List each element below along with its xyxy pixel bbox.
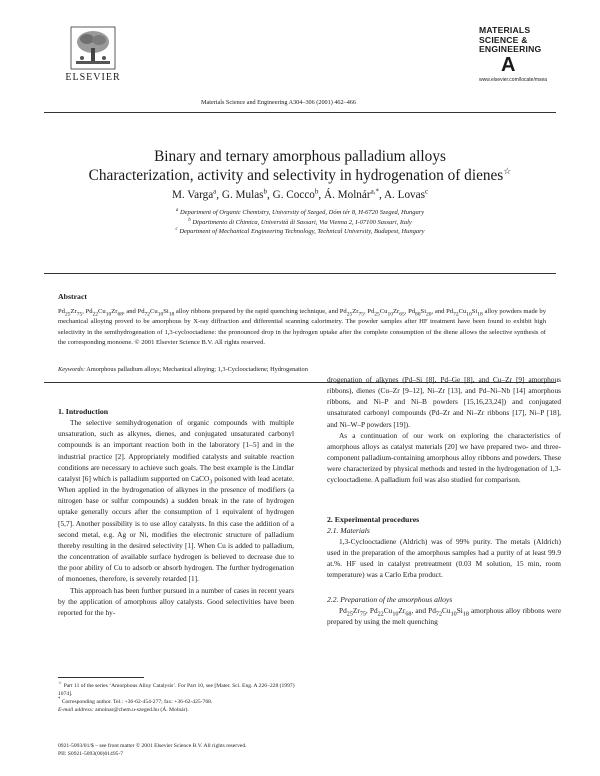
author-list [0,189,600,201]
spacer [327,581,561,594]
header-rule [44,112,556,113]
author-affil-mark: b [314,187,319,196]
pii-line: PII: S0921-5093(00)01495-7 [58,751,124,757]
journal-logo [479,26,561,83]
paragraph: As a continuation of our work on exploring the characteristics of amorphous alloys as catalyst materials [20] we have prepared two- and three-component palladium-containing amorphous alloy ribbons and powders. These were characterized by physical methods and tested in the hydrogenation of 1,3-cyclooctadiene. A palladium foil was also studied for comparison. [327,430,561,485]
title-footnote-mark: ☆ [503,165,512,176]
elsevier-logo [58,26,128,83]
author-name: G. Mulas [221,189,264,201]
paragraph: $Pd_{25}Zr_{75}$, $Pd_{22}Cu_{10}Zr_{68}$, and $Pd_{72}Cu_{10}Si_{18}$ amorphous alloy ribbons were prepared by using the melt quenching [327,605,561,626]
spacer [327,486,561,514]
paragraph: 1,3-Cyclooctadiene (Aldrich) was of 99% purity. The metals (Aldrich) used in the preparation of the amorphous samples had a purity of at least 99.9 at.%. HF used in catalyst pretreatment (0.03 M solution, 15 min, room temperature) was a Carlo Erba product. [327,536,561,580]
footnote-rule [58,677,144,678]
keywords-text: Amorphous palladium alloys; Mechanical alloying; 1,3-Cyclooctadiene; Hydrogenation [86,366,308,373]
author-name: Á. Molnár [323,189,371,201]
right-column [327,374,561,627]
abstract-text: $Pd_{25}Zr_{75}$, $Pd_{22}Cu_{10}Zr_{68}$, and $Pd_{72}Cu_{10}Si_{18}$ alloy ribbons prepared by the rapid quenching technique, and $Pd_{25}Zr_{75}$, $Pd_{25}Cu_{10}Zr_{65}$, $Pd_{80}Si_{20}$, and $Pd_{72}Cu_{10}Si_{18}$ alloy powders made by mechanical alloying proved to be amorphous by X-ray diffraction and differential scanning calorimetry. The powder samples after HF treatment have been found to exhibit high selectivity in the semihydrogenation of 1,3-cyclooctadiene: the pronounced drop in the hydrogen uptake after the complete consumption of the diene allows the selective synthesis of the corresponding monoene. © 2001 Elsevier Science B.V. All rights reserved. [58,308,547,346]
article-title-line-2 [0,166,600,185]
footnote-series: ☆ Part 11 of the series ‘Amorphous Alloy Catalysis’. For Part 10, see [Mater. Sci. Eng. A 226–228 (1997) 1074]. [58,681,295,697]
section-heading-introduction: 1. Introduction [58,407,109,416]
author-separator: , [378,189,384,201]
affiliation [0,227,600,237]
journal-logo-line: ENGINEERING [479,44,542,54]
publisher-name: ELSEVIER [65,72,121,83]
author [324,189,384,201]
paragraph: drogenation of alkynes (Pd–Si [8], Pd–Ge [8], and Cu–Zr [9] amorphous ribbons), dienes (Cu–Zr [9–12], Ni–Zr [13], and Pd–Ni–Nb [14] amorphous ribbons, and Ni–P and Ni–B powders [15,16,23,24]) and conjugated unsaturated carbonyl compounds (Pd–Zr and Ni–Zr ribbons [17], Ni–P [18], and Ni–W–P powders [19]). [327,375,561,429]
author-affil-mark: a,* [370,187,379,196]
author-separator: , [318,189,324,201]
affiliation [0,208,600,218]
journal-reference: Materials Science and Engineering A304–306 (2001) 462–466 [201,99,356,106]
keywords [58,366,546,373]
paragraph: This approach has been further pursued in a number of cases in recent years by the application of amorphous alloy catalysts. Good selectivities have been reported for the hy- [58,585,294,617]
author [384,189,428,201]
elsevier-tree-icon [70,26,116,70]
affiliation-mark: a [175,207,179,213]
author-affil-mark: c [424,187,429,196]
author [172,189,222,201]
affiliation-text: Department of Organic Chemistry, University of Szeged, Dóm tér 8, H-6720 Szeged, Hungary [179,209,425,216]
author-affil-mark: a [213,187,217,196]
page-footer [58,742,247,758]
author-separator: , [216,189,222,201]
subsection-heading-preparation: 2.2. Preparation of the amorphous alloys [327,594,453,604]
section-heading-experimental: 2. Experimental procedures [327,514,420,524]
affiliation-mark: c [175,226,178,232]
affiliation-list [0,208,600,237]
keywords-label: Keywords: [58,366,86,373]
affiliation-mark: b [188,217,191,223]
journal-logo-line: SCIENCE & [479,34,528,45]
copyright-line: 0921-5093/01/$ – see front matter © 2001 Elsevier Science B.V. All rights reserved. [58,743,247,749]
affiliation-text: Department of Mechanical Engineering Technology, Technical University, Budapest, Hungary [179,228,425,235]
author [273,189,324,201]
author-name: A. Lovas [383,189,425,201]
article-title-line-1: Binary and ternary amorphous palladium alloys [154,148,446,165]
left-column [58,406,294,618]
abstract-heading: Abstract [58,292,88,301]
paragraph: The selective semihydrogenation of organic compounds with multiple unsaturation, such as alkynes, dienes, and conjugated unsaturated carbonyl compounds is an important reaction both in the laboratory [1–5] and in the industrial practice [2]. Appropriately modified catalysts and suitable reaction conditions are necessary to achieve such goals. The best example is the Lindlar catalyst [6] which is palladium supported on CaCO$_3$ poisoned with lead acetate. When applied in the hydrogenation of alkynes in the presence of modifiers (a nitrogen base or sulfur compounds) a sudden break in the rate of hydrogen uptake generally occurs after the consumption of 1 equivalent of hydrogen [5,7]. Another possibility is to use alloy catalysts. In this case the addition of a second metal, e.g. Ag or Ni, modifies the electronic structure of palladium thereby resulting in the desired selectivity [1]. When Cu is added to palladium, the concentration of available surface hydrogen is believed to decrease due to the poor ability of Cu to adsorb or absorb hydrogen. The further hydrogenation of monoenes, therefore, is severely retarded [1]. [58,418,294,584]
footnote-email: E-mail address: amolnar@chem.u-szeged.hu (Á. Molnár). [58,707,189,713]
author-name: G. Cocco [272,189,315,201]
subsection-heading-materials: 2.1. Materials [327,525,370,535]
journal-logo-line: MATERIALS [479,25,531,35]
author-affil-mark: b [263,187,268,196]
author [222,189,273,201]
footnotes [58,682,298,714]
article-title-text: Characterization, activity and selectivity in hydrogenation of dienes [88,167,504,184]
footnote-corresponding-author: * Corresponding author. Tel.: +36-62-454-277; fax: +36-62-425-768. [58,697,213,705]
affiliation [0,218,600,228]
abstract-top-rule [44,273,556,274]
journal-url: www.elsevier.com/locate/msea [479,76,548,83]
journal-logo-letter: A [501,53,516,76]
author-name: M. Varga [171,189,214,201]
author-separator: , [267,189,273,201]
affiliation-text: Dipartimento di Chimica, Università di Sassari, Via Vienna 2, I-07100 Sassari, Italy [192,218,412,226]
